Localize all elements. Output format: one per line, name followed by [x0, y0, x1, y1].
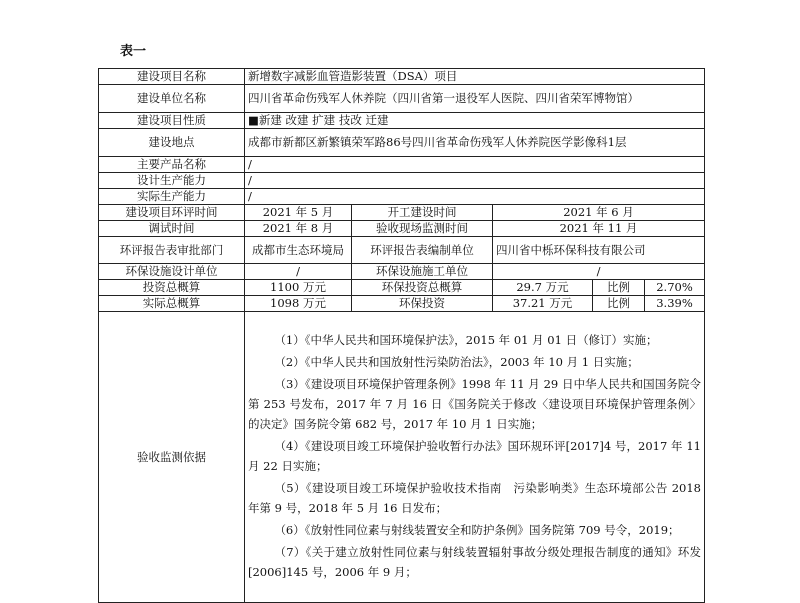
basis-item: （4）《建设项目竣工环境保护验收暂行办法》国环规环评[2017]4 号，2017 年 11 月 22 日实施； [248, 439, 701, 473]
env-build-unit-value: / [493, 264, 705, 280]
project-info-table [98, 68, 705, 603]
actual-capacity-value: / [245, 189, 705, 205]
main-product-label: 主要产品名称 [99, 157, 245, 173]
actual-ratio-label: 比例 [593, 296, 645, 312]
basis-item: （2）《中华人民共和国放射性污染防治法》，2003 年 10 月 1 日实施； [274, 355, 639, 369]
nature-label: 建设项目性质 [99, 113, 245, 129]
row-actual-capacity [99, 189, 705, 205]
row-nature [99, 113, 705, 129]
row-approval [99, 237, 705, 264]
location-value: 成都市新都区新繁镇荣军路86号四川省革命伤残军人休养院医学影像科1层 [245, 129, 705, 157]
env-invest-actual-value: 37.21 万元 [493, 296, 593, 312]
row-trial-time [99, 221, 705, 237]
row-main-product [99, 157, 705, 173]
row-project-name [99, 69, 705, 85]
row-invest-budget [99, 280, 705, 296]
trial-time-label: 调试时间 [99, 221, 245, 237]
invest-actual-value: 1098 万元 [245, 296, 352, 312]
actual-ratio-value: 3.39% [645, 296, 705, 312]
basis-item: （5）《建设项目竣工环境保护验收技术指南 污染影响类》生态环境部公告 2018 年第 9 号，2018 年 5 月 16 日发布； [248, 481, 701, 515]
row-eia-time [99, 205, 705, 221]
basis-label: 验收监测依据 [99, 312, 245, 603]
env-invest-budget-label: 环保投资总概算 [352, 280, 493, 296]
actual-capacity-label: 实际生产能力 [99, 189, 245, 205]
start-time-value: 2021 年 6 月 [493, 205, 705, 221]
invest-budget-value: 1100 万元 [245, 280, 352, 296]
report-author-value: 四川省中栎环保科技有限公司 [493, 237, 705, 264]
row-design-capacity [99, 173, 705, 189]
design-capacity-value: / [245, 173, 705, 189]
approval-dept-value: 成都市生态环境局 [245, 237, 352, 264]
approval-dept-label: 环评报告表审批部门 [99, 237, 245, 264]
row-location [99, 129, 705, 157]
basis-content [245, 312, 705, 603]
basis-item: （1）《中华人民共和国环境保护法》，2015 年 01 月 01 日（修订）实施； [274, 333, 658, 347]
table-title: 表一 [120, 44, 147, 59]
row-env-units [99, 264, 705, 280]
unit-name-label: 建设单位名称 [99, 85, 245, 113]
main-product-value: / [245, 157, 705, 173]
report-author-label: 环评报告表编制单位 [352, 237, 493, 264]
unit-name-value: 四川省革命伤残军人休养院（四川省第一退役军人医院、四川省荣军博物馆） [245, 85, 705, 113]
invest-budget-label: 投资总概算 [99, 280, 245, 296]
eia-time-value: 2021 年 5 月 [245, 205, 352, 221]
trial-time-value: 2021 年 8 月 [245, 221, 352, 237]
env-build-unit-label: 环保设施施工单位 [352, 264, 493, 280]
nature-value: ■新建 改建 扩建 技改 迁建 [245, 113, 705, 129]
env-design-unit-label: 环保设施设计单位 [99, 264, 245, 280]
invest-actual-label: 实际总概算 [99, 296, 245, 312]
project-name-value: 新增数字减影血管造影装置（DSA）项目 [245, 69, 705, 85]
eia-time-label: 建设项目环评时间 [99, 205, 245, 221]
basis-item: （6）《放射性同位素与射线装置安全和防护条例》国务院第 709 号令，2019； [274, 523, 680, 537]
monitor-time-value: 2021 年 11 月 [493, 221, 705, 237]
monitor-time-label: 验收现场监测时间 [352, 221, 493, 237]
row-unit-name [99, 85, 705, 113]
env-invest-actual-label: 环保投资 [352, 296, 493, 312]
row-invest-actual [99, 296, 705, 312]
env-invest-budget-value: 29.7 万元 [493, 280, 593, 296]
basis-item: （3）《建设项目环境保护管理条例》1998 年 11 月 29 日中华人民共和国国务院令第 253 号发布，2017 年 7 月 16 日《国务院关于修改〈建设项目环境保护管理条例〉的决定》国务院令第 682 号，2017 年 10 月 1 日实施； [248, 377, 701, 431]
location-label: 建设地点 [99, 129, 245, 157]
env-design-unit-value: / [245, 264, 352, 280]
budget-ratio-label: 比例 [593, 280, 645, 296]
row-basis [99, 312, 705, 603]
design-capacity-label: 设计生产能力 [99, 173, 245, 189]
project-name-label: 建设项目名称 [99, 69, 245, 85]
start-time-label: 开工建设时间 [352, 205, 493, 221]
budget-ratio-value: 2.70% [645, 280, 705, 296]
basis-item: （7）《关于建立放射性同位素与射线装置辐射事故分级处理报告制度的通知》环发[2006]145 号，2006 年 9 月； [248, 545, 701, 579]
